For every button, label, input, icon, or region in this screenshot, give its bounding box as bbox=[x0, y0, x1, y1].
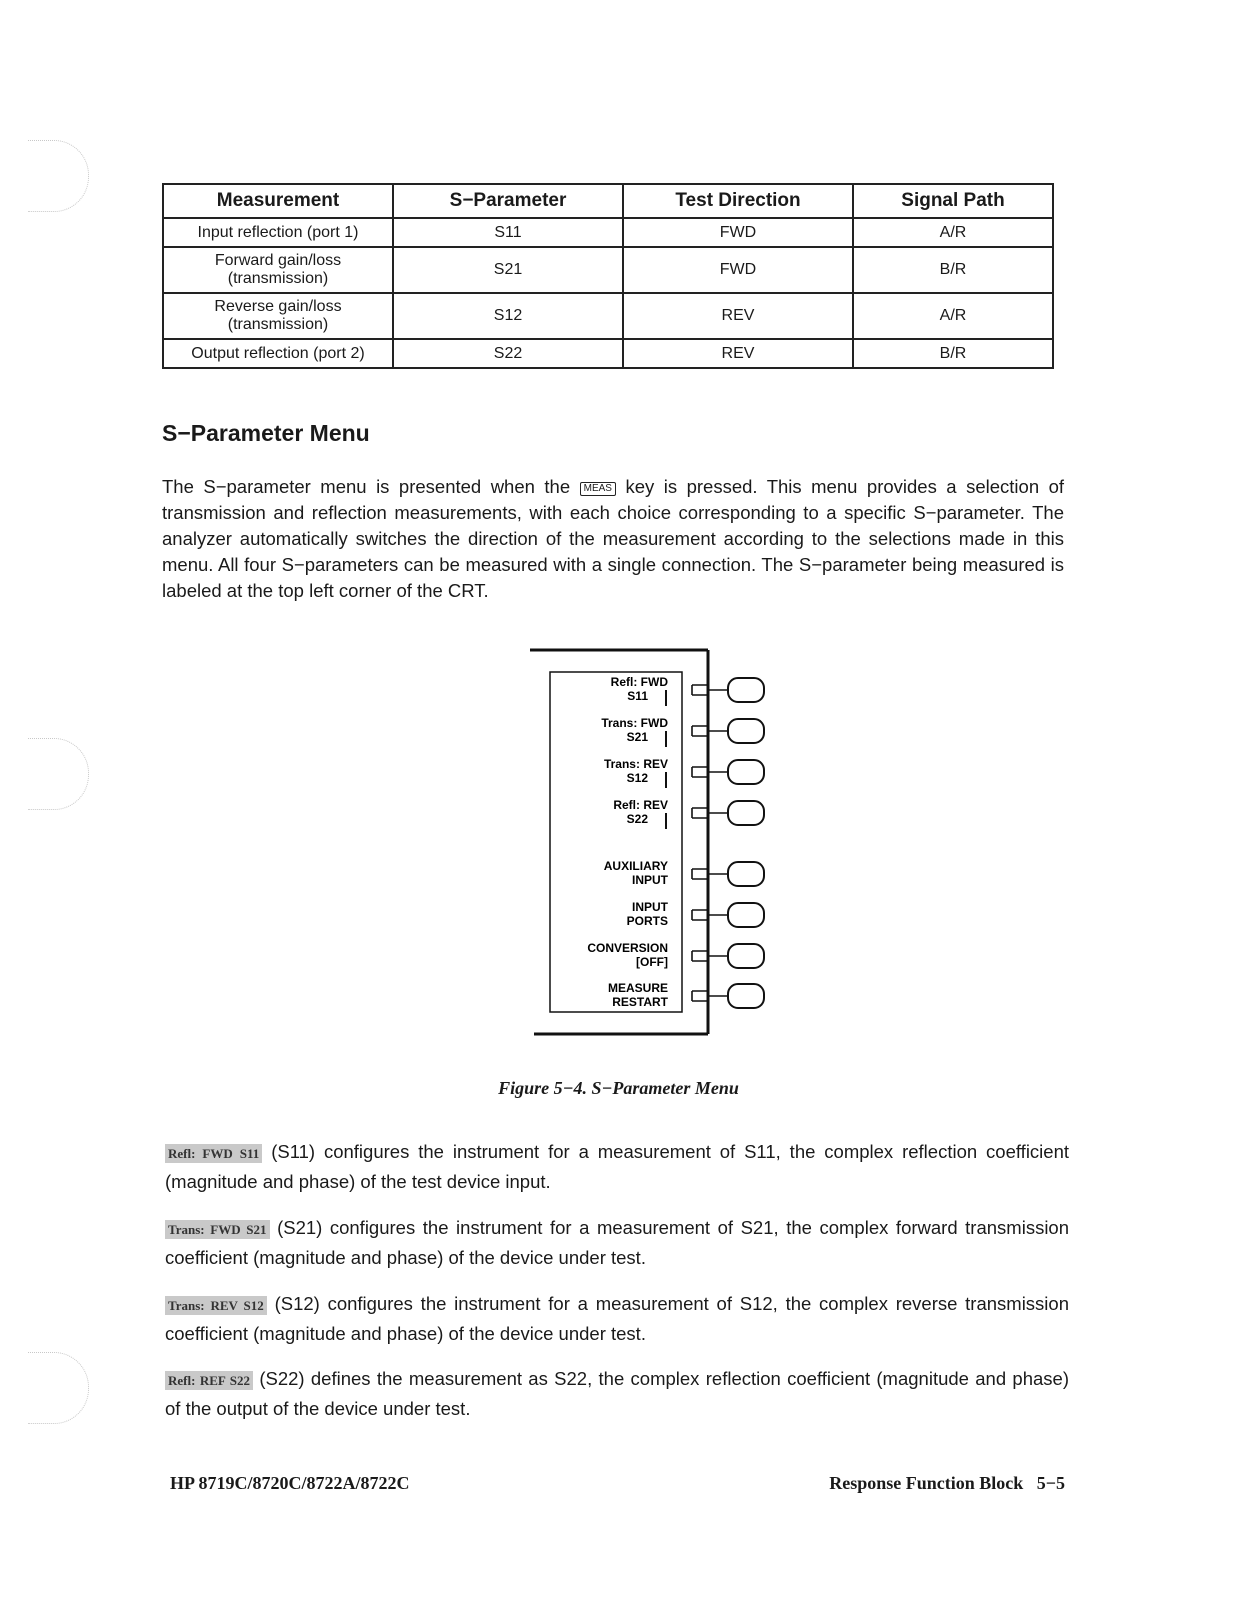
punch-hole-top bbox=[28, 140, 89, 212]
table-cell: A/R bbox=[853, 293, 1053, 339]
punch-hole-middle bbox=[28, 738, 89, 810]
softkey-text-line2: RESTART bbox=[612, 995, 668, 1009]
softkey-text-line2: S21 bbox=[626, 730, 648, 744]
footer-model: HP 8719C/8720C/8722A/8722C bbox=[170, 1473, 410, 1493]
description-text: (S22) defines the measurement as S22, the complex reflection coefficient (magnitude and phase) of the output of the device under test. bbox=[165, 1368, 1070, 1419]
softkey-label: Refl: REF S22 bbox=[165, 1371, 253, 1390]
softkey-button[interactable] bbox=[728, 944, 764, 968]
softkey-text-line1: Trans: REV bbox=[603, 757, 668, 771]
table-row bbox=[163, 293, 1053, 339]
softkey-text-line2: [OFF] bbox=[636, 955, 668, 969]
softkey-label: Trans: REV S12 bbox=[165, 1296, 267, 1315]
softkey-label: Trans: FWD S21 bbox=[165, 1220, 270, 1239]
table-cell: FWD bbox=[623, 247, 853, 293]
description-s21 bbox=[165, 1214, 1069, 1272]
softkey-label: Refl: FWD S11 bbox=[165, 1144, 262, 1163]
punch-hole-bottom bbox=[28, 1352, 89, 1424]
table-cell: Reverse gain/loss (transmission) bbox=[163, 293, 393, 339]
table-header: Signal Path bbox=[853, 184, 1053, 218]
table-cell: B/R bbox=[853, 339, 1053, 368]
softkey-text-line1: AUXILIARY bbox=[603, 859, 668, 873]
table-cell: FWD bbox=[623, 218, 853, 247]
table-header-row bbox=[163, 184, 1053, 218]
softkey-button[interactable] bbox=[728, 760, 764, 784]
table-cell: S21 bbox=[393, 247, 623, 293]
footer-section-page: Response Function Block 5−5 bbox=[829, 1473, 1065, 1493]
description-text: (S12) configures the instrument for a measurement of S12, the complex reverse transmission coefficient (magnitude and phase) of the device under test. bbox=[165, 1293, 1069, 1344]
softkey-text-line1: INPUT bbox=[632, 900, 668, 914]
table-cell: Output reflection (port 2) bbox=[163, 339, 393, 368]
table-cell: S12 bbox=[393, 293, 623, 339]
description-s11 bbox=[165, 1138, 1069, 1196]
softkey-button[interactable] bbox=[728, 801, 764, 825]
intro-text-before-key: The S−parameter menu is presented when the bbox=[162, 476, 571, 497]
softkey-text-line2: PORTS bbox=[626, 914, 668, 928]
description-s22 bbox=[165, 1365, 1069, 1423]
softkey-text-line1: Refl: FWD bbox=[610, 675, 668, 689]
table-cell: REV bbox=[623, 293, 853, 339]
softkey-button[interactable] bbox=[728, 678, 764, 702]
table-cell: Forward gain/loss (transmission) bbox=[163, 247, 393, 293]
table-cell: B/R bbox=[853, 247, 1053, 293]
s-parameter-menu-figure bbox=[520, 640, 780, 1040]
table-cell: A/R bbox=[853, 218, 1053, 247]
table-cell: S11 bbox=[393, 218, 623, 247]
table-row bbox=[163, 218, 1053, 247]
softkey-connector bbox=[692, 726, 730, 736]
softkey-text-line1: Refl: REV bbox=[613, 798, 668, 812]
softkey-group bbox=[587, 675, 764, 1009]
table-cell: REV bbox=[623, 339, 853, 368]
table-header: S−Parameter bbox=[393, 184, 623, 218]
table-row bbox=[163, 247, 1053, 293]
description-text: (S21) configures the instrument for a measurement of S21, the complex forward transmission coefficient (magnitude and phase) of the device under test. bbox=[165, 1217, 1070, 1268]
meas-key-icon: MEAS bbox=[580, 482, 616, 496]
intro-text-after-key: key is pressed. This menu provides a selection of transmission and reflection measurements, with each choice corresponding to a specific S−parameter. The analyzer automatically switches the direction of the measurement according to the selections made in this menu. All four S−parameters can be measured with a single connection. The S−parameter being measured is labeled at the top left corner of the CRT. bbox=[162, 476, 1065, 601]
softkey-connector bbox=[692, 808, 730, 818]
softkey-text-line1: MEASURE bbox=[607, 981, 668, 995]
description-s12 bbox=[165, 1290, 1069, 1348]
table-header: Test Direction bbox=[623, 184, 853, 218]
softkey-text-line1: Trans: FWD bbox=[601, 716, 668, 730]
softkey-connector bbox=[692, 685, 730, 695]
description-text: (S11) configures the instrument for a measurement of S11, the complex reflection coefficient (magnitude and phase) of the test device input. bbox=[165, 1141, 1070, 1192]
softkey-button[interactable] bbox=[728, 984, 764, 1008]
softkey-text-line2: S12 bbox=[626, 771, 648, 785]
softkey-connector bbox=[692, 910, 730, 920]
figure-caption: Figure 5−4. S−Parameter Menu bbox=[498, 1078, 739, 1098]
softkey-button[interactable] bbox=[728, 719, 764, 743]
table-header: Measurement bbox=[163, 184, 393, 218]
softkey-connector bbox=[692, 951, 730, 961]
intro-paragraph bbox=[162, 474, 1064, 604]
softkey-text-line2: S11 bbox=[627, 689, 648, 703]
softkey-text-line2: S22 bbox=[626, 812, 648, 826]
section-title: S−Parameter Menu bbox=[162, 420, 370, 446]
table-cell: Input reflection (port 1) bbox=[163, 218, 393, 247]
softkey-button[interactable] bbox=[728, 903, 764, 927]
softkey-text-line1: CONVERSION bbox=[587, 941, 668, 955]
softkey-connector bbox=[692, 991, 730, 1001]
s-parameter-table bbox=[162, 183, 1054, 369]
softkey-connector bbox=[692, 767, 730, 777]
softkey-connector bbox=[692, 869, 730, 879]
table-cell: S22 bbox=[393, 339, 623, 368]
softkey-button[interactable] bbox=[728, 862, 764, 886]
table-row bbox=[163, 339, 1053, 368]
softkey-text-line2: INPUT bbox=[632, 873, 668, 887]
